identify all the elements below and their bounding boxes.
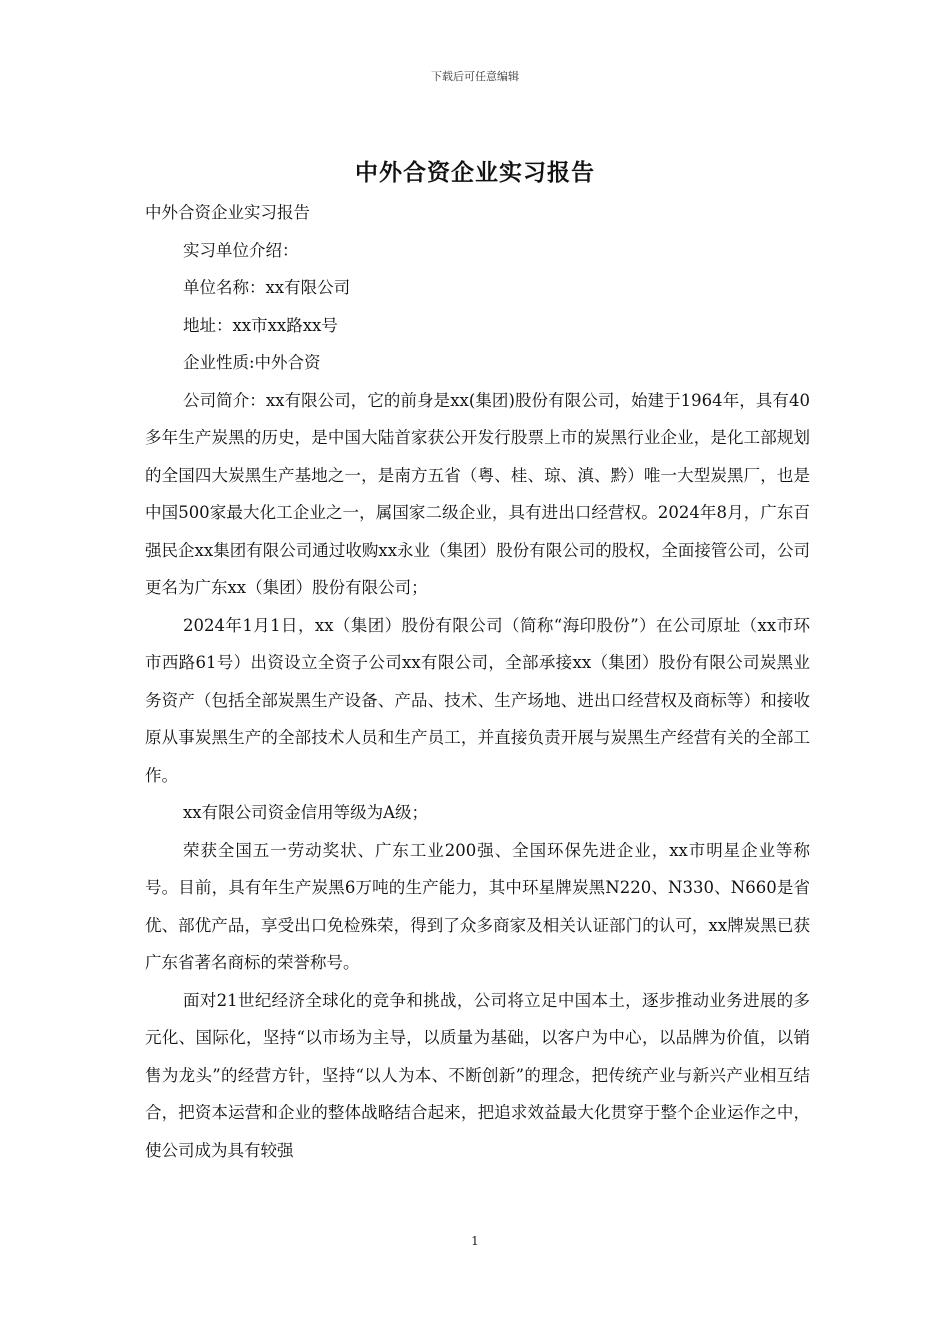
paragraph-intro-heading: 实习单位介绍：	[183, 240, 299, 260]
paragraph-honors: 荣获全国五一劳动奖状、广东工业200强、全国环保先进企业，xx市明星企业等称号。目前，具有年生产炭黑6万吨的生产能力，其中环星牌炭黑N220、N330、N660是省优、部优产品，享受出口免检殊荣，得到了众多商家及相关认证部门的认可，xx牌炭黑已获广东省著名商标的荣誉称号。	[145, 840, 810, 972]
paragraph-address: 地址：xx市xx路xx号	[183, 315, 338, 335]
document-body	[145, 194, 810, 1169]
paragraph-company-name: 单位名称：xx有限公司	[183, 278, 351, 297]
paragraph-credit-rating: xx有限公司资金信用等级为A级；	[183, 803, 429, 822]
header-note: 下载后可任意编辑	[431, 70, 519, 83]
document-title: 中外合资企业实习报告	[355, 159, 595, 186]
paragraph-company-profile: 公司简介：xx有限公司，它的前身是xx(集团)股份有限公司，始建于1964年，具有40多年生产炭黑的历史，是中国大陆首家获公开发行股票上市的炭黑行业企业，是化工部规划的全国四大炭黑生产基地之一，是南方五省（粤、桂、琼、滇、黔）唯一大型炭黑厂，也是中国500家最大化工企业之一，属国家二级企业，具有进出口经营权。2024年8月，广东百强民企xx集团有限公司通过收购xx永业（集团）股份有限公司的股权，全面接管公司，公司更名为广东xx（集团）股份有限公司；	[145, 390, 810, 597]
paragraph-strategy: 面对21世纪经济全球化的竞争和挑战，公司将立足中国本土，逐步推动业务进展的多元化、国际化，坚持“以市场为主导，以质量为基础，以客户为中心，以品牌为价值，以销售为龙头”的经营方针，坚持“以人为本、不断创新”的理念，把传统产业与新兴产业相互结合，把资本运营和企业的整体战略结合起来，把追求效益最大化贯穿于整个企业运作之中，使公司成为具有较强	[145, 990, 810, 1160]
page-number: 1	[471, 1234, 479, 1248]
paragraph-company-type: 企业性质:中外合资	[183, 353, 321, 372]
paragraph-subsidiary: 2024年1月1日，xx（集团）股份有限公司（简称“海印股份”）在公司原址（xx市环市西路61号）出资设立全资子公司xx有限公司，全部承接xx（集团）股份有限公司炭黑业务资产（包括全部炭黑生产设备、产品、技术、生产场地、进出口经营权及商标等）和接收原从事炭黑生产的全部技术人员和生产员工，并直接负责开展与炭黑生产经营有关的全部工作。	[145, 615, 810, 785]
paragraph-subtitle: 中外合资企业实习报告	[145, 203, 310, 222]
